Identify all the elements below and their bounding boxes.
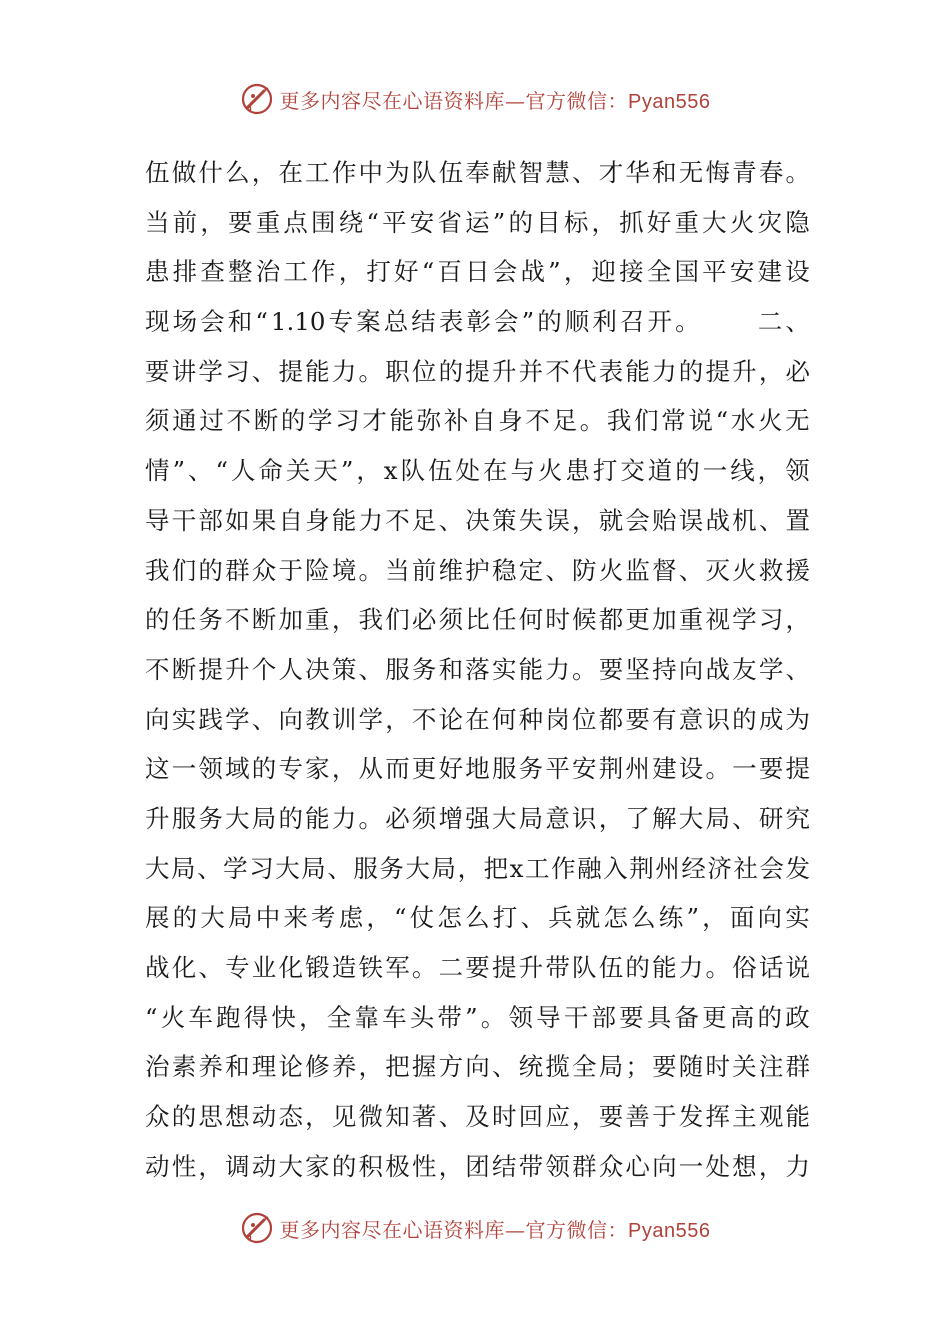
text-line: 战 化 、 专 业 化 锻 造 铁 军 。 二 要 提 升 带 队 伍 的 能 力 。 俗 话 说 bbox=[145, 953, 810, 982]
document-body bbox=[145, 148, 810, 1191]
text-line: 当 前 ， 要 重 点 围 绕 “ 平 安 省 运 ” 的 目 标 ， 抓 好 重 大 火 灾 隐 bbox=[145, 207, 810, 237]
text-line: 动 性 ， 调 动 大 家 的 积 极 性 ， 团 结 带 领 群 众 心 向 一 处 想 ， 力 bbox=[145, 1151, 810, 1181]
text-line: 大 局 、 学 习 大 局 、 服 务 大 局 ， 把 x 工 作 融 入 荆 州 经 济 社 会 发 bbox=[145, 853, 810, 883]
footer-wechat-id: Pyan556 bbox=[628, 1219, 711, 1242]
text-line: 众 的 思 想 动 态 ， 见 微 知 著 、 及 时 回 应 ， 要 善 于 发 挥 主 观 能 bbox=[145, 1102, 810, 1132]
text-line: 我 们 的 群 众 于 险 境 。 当 前 维 护 稳 定 、 防 火 监 督 、 灭 火 救 援 bbox=[145, 555, 810, 585]
text-line: 现 场 会 和 “ 1.10 专 案 总 结 表 彰 会 ” 的 顺 利 召 开 。 二 、 bbox=[145, 307, 810, 337]
header-wechat-id: Pyan556 bbox=[628, 90, 711, 113]
text-line: 的 任 务 不 断 加 重 ， 我 们 必 须 比 任 何 时 候 都 更 加 重 视 学 习 ， bbox=[145, 605, 810, 635]
footer-banner-text: 更多内容尽在心语资料库—官方微信：Pyan556 bbox=[279, 1217, 711, 1242]
text-line: 须 通 过 不 断 的 学 习 才 能 弥 补 自 身 不 足 。 我 们 常 说 “ 水 火 无 bbox=[145, 406, 810, 436]
text-line: “ 火 车 跑 得 快 ， 全 靠 车 头 带 ” 。 领 导 干 部 要 具 备 更 高 的 政 bbox=[145, 1002, 810, 1032]
text-line: 导 干 部 如 果 自 身 能 力 不 足 、 决 策 失 误 ， 就 会 贻 误 战 机 、 置 bbox=[145, 505, 810, 535]
text-line: 升 服 务 大 局 的 能 力 。 必 须 增 强 大 局 意 识 ， 了 解 大 局 、 研 究 bbox=[145, 803, 810, 833]
footer-banner bbox=[0, 1211, 950, 1245]
text-line: 治 素 养 和 理 论 修 养 ， 把 握 方 向 、 统 揽 全 局 ； 要 随 时 关 注 群 bbox=[145, 1052, 810, 1082]
pen-circle-logo-icon bbox=[240, 1211, 274, 1245]
text-line: 展 的 大 局 中 来 考 虑 ， “ 仗 怎 么 打 、 兵 就 怎 么 练 ” ， 面 向 实 bbox=[145, 903, 810, 933]
text-line: 伍 做 什 么 ， 在 工 作 中 为 队 伍 奉 献 智 慧 、 才 华 和 无 悔 青 春 。 bbox=[145, 158, 810, 187]
pen-circle-logo-icon bbox=[240, 82, 274, 116]
text-line: 情 ” 、 “ 人 命 关 天 ” ， x 队 伍 处 在 与 火 患 打 交 道 的 一 线 ， 领 bbox=[145, 456, 810, 486]
text-line: 要 讲 学 习 、 提 能 力 。 职 位 的 提 升 并 不 代 表 能 力 的 提 升 ， 必 bbox=[145, 356, 810, 386]
header-banner bbox=[0, 82, 950, 116]
text-line: 这 一 领 域 的 专 家 ， 从 而 更 好 地 服 务 平 安 荆 州 建 设 。 一 要 提 bbox=[145, 754, 810, 784]
text-line: 患 排 查 整 治 工 作 ， 打 好 “ 百 日 会 战 ” ， 迎 接 全 国 平 安 建 设 bbox=[145, 257, 810, 287]
text-line: 不 断 提 升 个 人 决 策 、 服 务 和 落 实 能 力 。 要 坚 持 向 战 友 学 、 bbox=[145, 654, 810, 684]
header-banner-text: 更多内容尽在心语资料库—官方微信：Pyan556 bbox=[279, 88, 711, 113]
text-line: 向 实 践 学 、 向 教 训 学 ， 不 论 在 何 种 岗 位 都 要 有 意 识 的 成 为 bbox=[145, 704, 810, 734]
